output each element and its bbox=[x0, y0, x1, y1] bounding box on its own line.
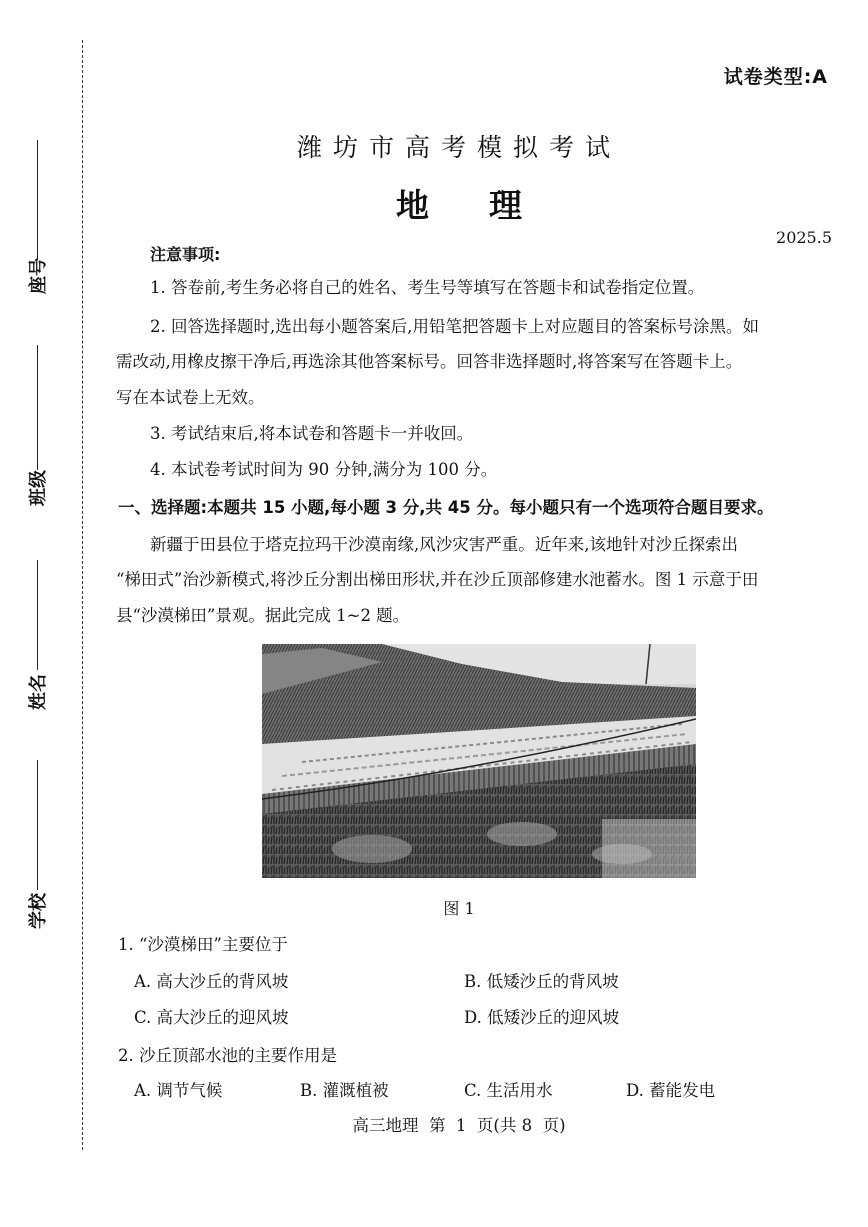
option-b: B. 灌溉植被 bbox=[300, 1081, 389, 1100]
class-blank-line bbox=[37, 345, 38, 470]
page-footer: 高三地理 第 1 页(共 8 页) bbox=[352, 1116, 566, 1135]
notice-item: 1. 答卷前,考生务必将自己的姓名、考生号等填写在答题卡和试卷指定位置。 bbox=[150, 278, 705, 297]
option-c: C. 生活用水 bbox=[464, 1081, 553, 1100]
notice-item: 需改动,用橡皮擦干净后,再选涂其他答案标号。回答非选择题时,将答案写在答题卡上。 bbox=[116, 352, 743, 371]
desert-terrace-photo bbox=[262, 644, 696, 878]
subject-title: 地理 bbox=[396, 186, 582, 225]
notice-item: 2. 回答选择题时,选出每小题答案后,用铅笔把答题卡上对应题目的答案标号涂黑。如 bbox=[150, 317, 759, 336]
paper-type: 试卷类型:A bbox=[723, 66, 828, 88]
name-label: 姓名 bbox=[28, 674, 49, 710]
notice-item: 4. 本试卷考试时间为 90 分钟,满分为 100 分。 bbox=[150, 460, 498, 479]
passage-line: “梯田式”治沙新模式,将沙丘分割出梯田形状,并在沙丘顶部修建水池蓄水。图 1 示意于田 bbox=[116, 570, 759, 589]
question-stem: 2. 沙丘顶部水池的主要作用是 bbox=[118, 1046, 337, 1065]
option-d: D. 蓄能发电 bbox=[626, 1081, 716, 1100]
name-blank-line bbox=[37, 560, 38, 670]
notice-item: 写在本试卷上无效。 bbox=[116, 388, 265, 407]
exam-name: 潍坊市高考模拟考试 bbox=[296, 133, 621, 162]
passage-line: 新疆于田县位于塔克拉玛干沙漠南缘,风沙灾害严重。近年来,该地针对沙丘探索出 bbox=[150, 535, 738, 554]
section-heading: 一、选择题:本题共 15 小题,每小题 3 分,共 45 分。每小题只有一个选项符合题目要求。 bbox=[118, 498, 774, 517]
option-a: A. 调节气候 bbox=[134, 1081, 223, 1100]
option-d: D. 低矮沙丘的迎风坡 bbox=[464, 1008, 620, 1027]
question-stem: 1. “沙漠梯田”主要位于 bbox=[118, 935, 288, 954]
figure-caption: 图 1 bbox=[443, 899, 475, 918]
school-blank-line bbox=[37, 760, 38, 890]
option-b: B. 低矮沙丘的背风坡 bbox=[464, 972, 619, 991]
exam-date: 2025.5 bbox=[776, 228, 832, 247]
notice-item: 3. 考试结束后,将本试卷和答题卡一并收回。 bbox=[150, 424, 474, 443]
notice-title: 注意事项: bbox=[150, 245, 221, 264]
option-a: A. 高大沙丘的背风坡 bbox=[134, 972, 289, 991]
seat-label: 座号 bbox=[28, 258, 49, 294]
passage-line: 县“沙漠梯田”景观。据此完成 1~2 题。 bbox=[116, 606, 410, 625]
class-label: 班级 bbox=[28, 470, 49, 506]
school-label: 学校 bbox=[28, 893, 49, 929]
option-c: C. 高大沙丘的迎风坡 bbox=[134, 1008, 289, 1027]
